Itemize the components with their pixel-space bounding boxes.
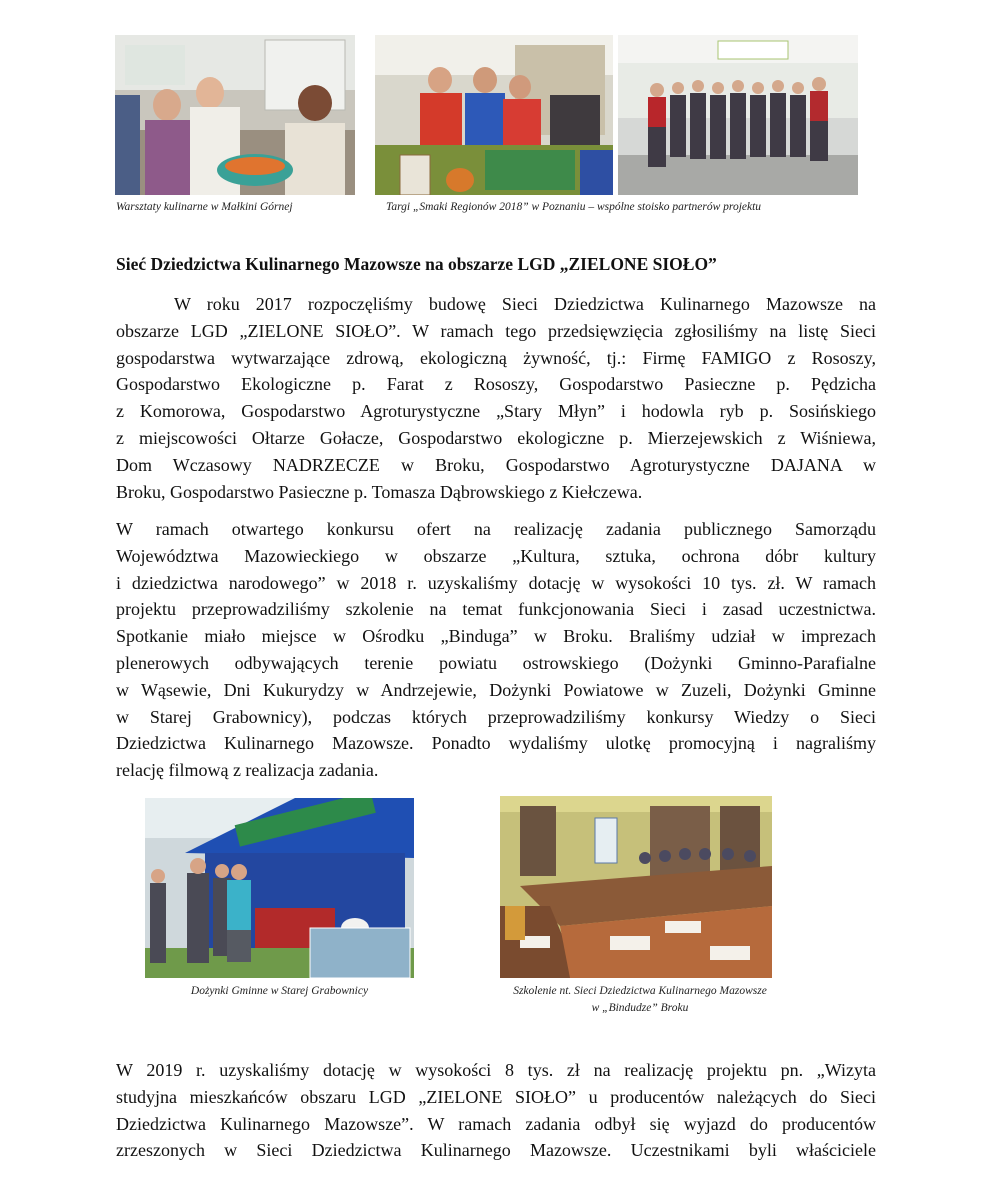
caption-warsztaty: Warsztaty kulinarne w Małkini Górnej: [116, 201, 293, 213]
paragraph-line: obszarze LGD „ZIELONE SIOŁO”. W ramach tego przedsięwzięcia zgłosiliśmy na listę Sieci: [116, 320, 876, 341]
caption-szkolenie-2: w „Bindudze” Broku: [591, 1002, 689, 1014]
paragraph-line: Dziedzictwa Kulinarnego Mazowsze. Ponadto wydaliśmy ulotkę promocyjną i nagraliśmy: [116, 733, 876, 754]
paragraph-line: i dziedzictwa narodowego” w 2018 r. uzyskaliśmy dotację w wysokości 10 tys. zł. W ramach: [116, 572, 876, 593]
paragraph-line: w Starej Grabownicy), podczas których przeprowadziliśmy konkursy Wiedzy o Sieci: [116, 706, 876, 727]
paragraph-line: plenerowych odbywających terenie powiatu ostrowskiego (Dożynki Gminno-Parafialne: [116, 652, 876, 673]
paragraph-line: z miejscowości Ołtarze Gołacze, Gospodarstwo ekologiczne p. Mierzejewskich z Wiśniewa,: [116, 427, 876, 448]
paragraph-line: Dziedzictwa Kulinarnego Mazowsze”. W ramach zadania odbył się wyjazd do producentów: [116, 1113, 876, 1134]
paragraph-1: [116, 291, 876, 505]
photo-szkolenie-sala: [500, 796, 772, 978]
paragraph-line: w Wąsewie, Dni Kukurydzy w Andrzejewie, Dożynki Powiatowe w Zuzeli, Dożynki Gminne: [116, 679, 876, 700]
paragraph-2: [116, 516, 876, 784]
paragraph-line: gospodarstwa wytwarzające zdrową, ekologiczną żywność, tj.: Firmę FAMIGO z Rososzy,: [116, 347, 876, 368]
paragraph-3: [116, 1057, 876, 1164]
caption-szkolenie-1: Szkolenie nt. Sieci Dziedzictwa Kulinarnego Mazowsze: [513, 985, 767, 997]
paragraph-line: W ramach otwartego konkursu ofert na realizację zadania publicznego Samorządu: [116, 519, 876, 539]
paragraph-line: Województwa Mazowieckiego w obszarze „Kultura, sztuka, ochrona dóbr kultury: [116, 545, 876, 566]
photo-dozynki-namiot: [145, 798, 414, 978]
paragraph-line: W roku 2017 rozpoczęliśmy budowę Sieci Dziedzictwa Kulinarnego Mazowsze na: [174, 294, 876, 314]
paragraph-line: studyjna mieszkańców obszaru LGD „ZIELONE SIOŁO” u producentów należących do Sieci: [116, 1086, 876, 1107]
caption-targi: Targi „Smaki Regionów 2018” w Poznaniu – wspólne stoisko partnerów projektu: [386, 201, 762, 213]
paragraph-line: relację filmową z realizacja zadania.: [116, 760, 379, 781]
paragraph-line: W 2019 r. uzyskaliśmy dotację w wysokości 8 tys. zł na realizację projektu pn. „Wizyta: [116, 1060, 876, 1080]
photo-grupa-partnerow: [618, 35, 858, 195]
section-heading: Sieć Dziedzictwa Kulinarnego Mazowsze na obszarze LGD „ZIELONE SIOŁO”: [116, 254, 717, 274]
paragraph-line: Gospodarstwo Ekologiczne p. Farat z Rososzy, Gospodarstwo Pasieczne p. Pędzicha: [116, 374, 876, 395]
photo-warsztaty-kulinarne: [115, 35, 355, 195]
paragraph-line: projektu przeprowadziliśmy szkolenie na temat funkcjonowania Sieci i zasad uczestnictwa.: [116, 599, 876, 620]
paragraph-line: Broku, Gospodarstwo Pasieczne p. Tomasza Dąbrowskiego z Kiełczewa.: [116, 481, 643, 502]
paragraph-line: Dom Wczasowy NADRZECZE w Broku, Gospodarstwo Agroturystyczne DAJANA w: [116, 454, 876, 475]
paragraph-line: z Komorowa, Gospodarstwo Agroturystyczne „Stary Młyn” i hodowla ryb p. Sosińskiego: [116, 401, 876, 422]
caption-dozynki: Dożynki Gminne w Starej Grabownicy: [190, 985, 369, 997]
paragraph-line: zrzeszonych w Sieci Dziedzictwa Kulinarnego Mazowsze. Uczestnikami byli właściciele: [116, 1140, 876, 1161]
paragraph-line: Spotkanie miało miejsce w Ośrodku „Binduga” w Broku. Braliśmy udział w imprezach: [116, 626, 876, 647]
photo-targi-stoisko: [375, 35, 613, 195]
